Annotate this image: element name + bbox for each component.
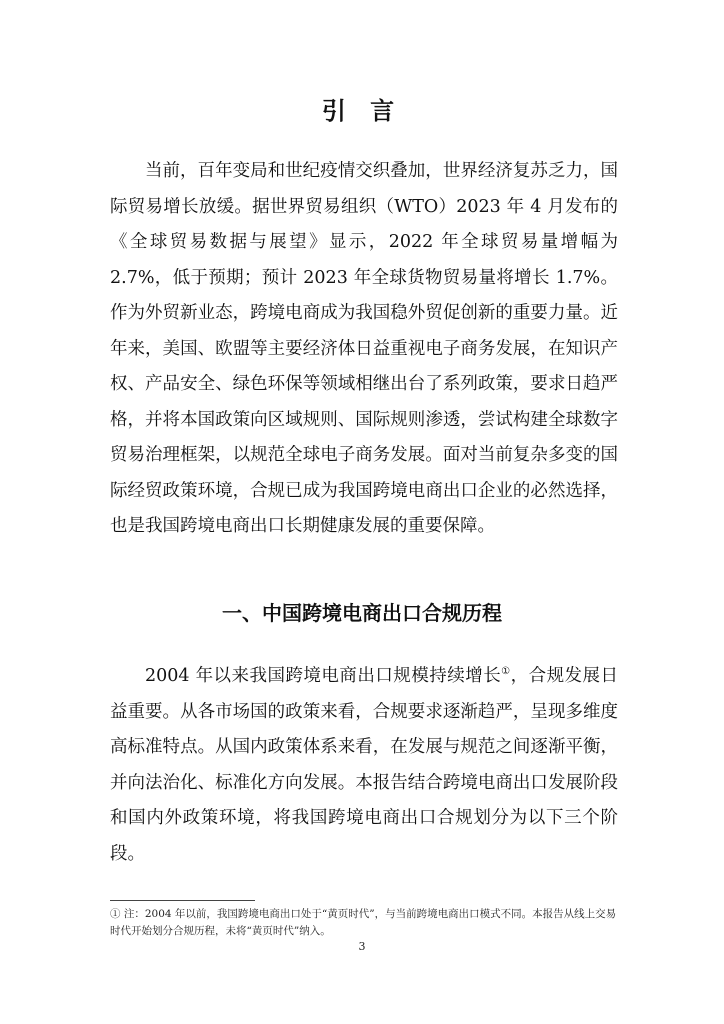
footnote-marker: ①: [110, 908, 121, 920]
footnote: [110, 906, 618, 940]
intro-paragraph: 当前，百年变局和世纪疫情交织叠加，世界经济复苏乏力，国际贸易增长放缓。据世界贸易组织（WTO）2023 年 4 月发布的《全球贸易数据与展望》显示，2022 年全球贸易量增幅为 2.7%，低于预期；预计 2023 年全球货物贸易量将增长 1.7%。作为外贸新业态，跨境电商成为我国稳外贸促创新的重要力量。近年来，美国、欧盟等主要经济体日益重视电子商务发展，在知识产权、产品安全、绿色环保等领域相继出台了系列政策，要求日趋严格，并将本国政策向区域规则、国际规则渗透，尝试构建全球数字贸易治理框架，以规范全球电子商务发展。面对当前复杂多变的国际经贸政策环境，合规已成为我国跨境电商出口企业的必然选择，也是我国跨境电商出口长期健康发展的重要保障。: [110, 161, 618, 536]
section-paragraph-text-start: 2004 年以来我国跨境电商出口规模持续增长: [145, 666, 502, 686]
footnote-divider: [110, 900, 255, 901]
section-paragraph-text-end: ，合规发展日益重要。从各市场国的政策来看，合规要求逐渐趋严，呈现多维度高标准特点。从国内政策体系来看，在发展与规范之间逐渐平衡，并向法治化、标准化方向发展。本报告结合跨境电商出口发展阶段和国内外政策环境，将我国跨境电商出口合规划分为以下三个阶段。: [110, 666, 619, 864]
footnote-text: 注：2004 年以前，我国跨境电商出口处于“黄页时代”，与当前跨境电商出口模式不同。本报告从线上交易时代开始划分合规历程，未将“黄页时代”纳入。: [110, 908, 617, 937]
section-paragraph: [110, 659, 618, 872]
page-title: 引 言: [321, 97, 403, 125]
section-heading: 一、中国跨境电商出口合规历程: [222, 601, 502, 625]
footnote-reference[interactable]: ①: [501, 666, 511, 678]
page-number: 3: [358, 940, 366, 953]
